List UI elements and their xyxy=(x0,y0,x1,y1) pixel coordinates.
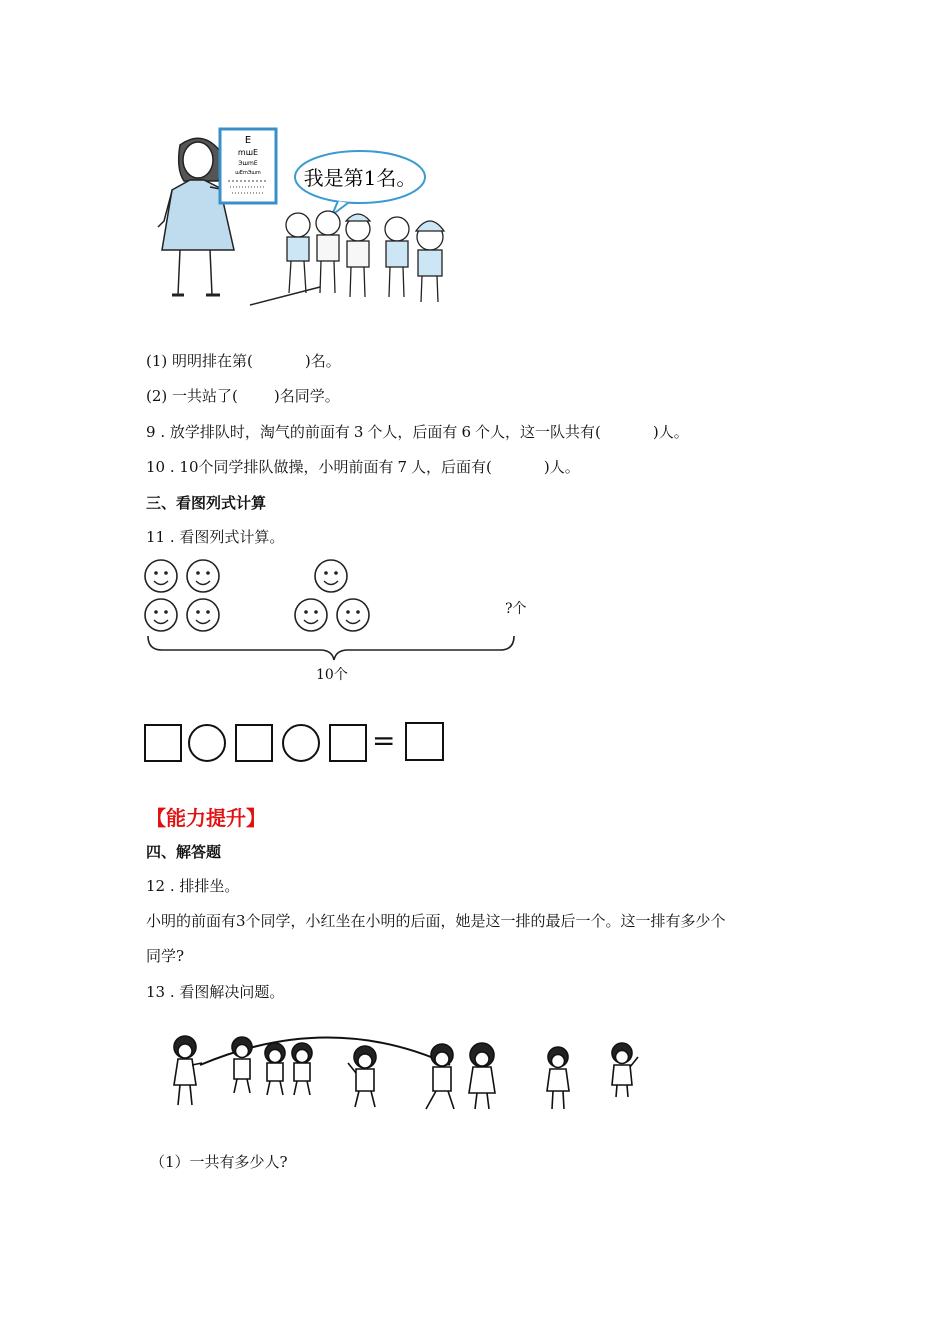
question-count-label: ?个 xyxy=(505,601,527,617)
section-4-heading: 四、解答题 xyxy=(146,843,222,861)
q12-title: 排排坐。 xyxy=(179,877,240,895)
q12-body-line1: 小明的前面有3个同学，小红坐在小明的后面，她是这一排的最后一个。这一排有多少个 xyxy=(146,912,726,930)
q13-number: 13 xyxy=(146,983,166,1001)
smiley-icon xyxy=(145,560,177,592)
svg-text:E: E xyxy=(244,135,252,146)
svg-text:mшE: mшE xyxy=(237,148,259,157)
question-13: 13 . 看图解决问题。 xyxy=(146,983,285,1001)
svg-text:ЭшmE: ЭшmE xyxy=(238,160,258,167)
answer-box-2[interactable] xyxy=(235,724,273,762)
q10-text-c: )人。 xyxy=(543,458,580,476)
q8-part2-text-a: (2) 一共站了( xyxy=(146,387,238,405)
section-3-heading: 三、看图列式计算 xyxy=(146,494,267,512)
q9-n1: 3 xyxy=(353,423,364,441)
q9-text-b: 个人，后面有 xyxy=(367,423,458,441)
q10-n1: 7 xyxy=(397,458,408,476)
q13-title: 看图解决问题。 xyxy=(179,983,285,1001)
smiley-icon xyxy=(187,599,219,631)
smiley-icon xyxy=(295,599,327,631)
question-9: 9 . 放学排队时，淘气的前面有 3 个人，后面有 6 个人，这一队共有( )人。 xyxy=(146,423,689,441)
svg-text:我是第1名。: 我是第1名。 xyxy=(303,166,417,190)
q9-n2: 6 xyxy=(461,423,471,441)
q8-part1-text-a: (1) 明明排在第( xyxy=(146,352,253,370)
ability-heading: 【能力提升】 xyxy=(146,806,266,830)
q10-text-a: 10个同学排队做操，小明前面有 xyxy=(179,458,394,476)
q13-sub1: （1）一共有多少人? xyxy=(150,1153,288,1171)
eye-test-illustration xyxy=(150,125,460,315)
children-queue xyxy=(250,211,444,305)
q11-text: 看图列式计算。 xyxy=(179,528,285,546)
operator-circle-2[interactable] xyxy=(282,724,320,762)
q12-body-line2: 同学? xyxy=(146,947,185,965)
svg-text:шEmЭшm: шEmЭшm xyxy=(235,170,261,176)
brace-line xyxy=(148,636,514,660)
question-11: 11 . 看图列式计算。 xyxy=(146,528,285,546)
result-box[interactable] xyxy=(405,722,444,761)
question-12: 12 . 排排坐。 xyxy=(146,877,240,895)
q12-number: 12 xyxy=(146,877,166,895)
q9-text-c: 个人，这一队共有( xyxy=(474,423,601,441)
q8-part1 xyxy=(146,351,341,371)
equals-sign: = xyxy=(372,724,396,757)
total-count-label: 10个 xyxy=(316,667,348,683)
q10-text-b: 人，后面有( xyxy=(411,458,492,476)
q8-part2-text-b: )名同学。 xyxy=(273,387,340,405)
q8-part1-text-b: )名。 xyxy=(304,352,341,370)
q11-number: 11 xyxy=(146,528,166,546)
operator-circle-1[interactable] xyxy=(188,724,226,762)
answer-box-1[interactable] xyxy=(144,724,182,762)
smiley-icon xyxy=(145,599,177,631)
eye-chart xyxy=(220,129,276,203)
smiley-icon xyxy=(187,560,219,592)
q10-number: 10 xyxy=(146,458,166,476)
q8-part2 xyxy=(146,386,340,406)
children-playing-illustration xyxy=(160,1025,650,1120)
smiley-icon xyxy=(315,560,347,592)
q9-text-d: )人。 xyxy=(652,423,689,441)
answer-box-3[interactable] xyxy=(329,724,367,762)
question-10: 10 . 10个同学排队做操，小明前面有 7 人，后面有( )人。 xyxy=(146,458,580,476)
smiley-icon xyxy=(337,599,369,631)
q9-number: 9 xyxy=(146,423,156,441)
q9-text-a: 放学排队时，淘气的前面有 xyxy=(169,423,350,441)
speech-bubble xyxy=(295,151,425,215)
